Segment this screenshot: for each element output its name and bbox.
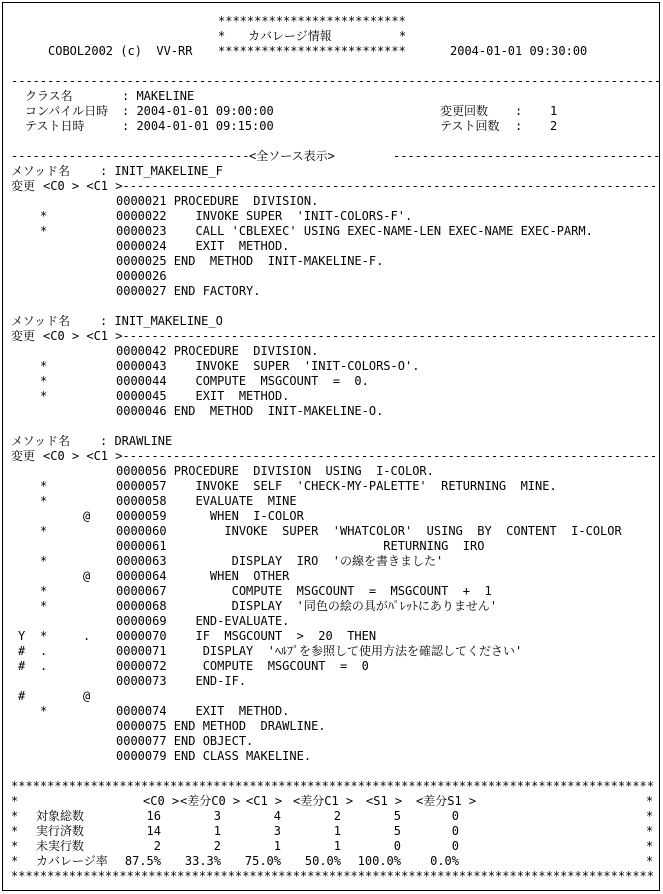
banner-stars: ************************** <box>218 44 406 58</box>
summary-border: * <box>646 824 654 838</box>
banner-info-line <box>3 44 659 59</box>
change-flag: Y <box>18 629 26 643</box>
source-view-separator <box>3 149 659 164</box>
c1-flag: @ <box>83 689 91 703</box>
c0-flag: * <box>40 374 48 388</box>
summary-column-header: <差分C1 > <box>293 794 354 808</box>
stars-rule: ***************************************************************************************** <box>11 869 654 883</box>
source-code: 0000021 PROCEDURE DIVISION. <box>116 194 319 208</box>
colon: : <box>515 119 523 133</box>
separator-line <box>3 74 662 89</box>
banner-stars: ************************** <box>218 14 406 28</box>
test-line <box>3 119 659 134</box>
change-flag-label: 変更 <box>11 329 36 343</box>
summary-value: 50.0% <box>304 854 341 868</box>
source-code: 0000026 <box>116 269 174 283</box>
source-code: 0000077 END OBJECT. <box>116 734 254 748</box>
summary-column-header: <差分S1 > <box>416 794 477 808</box>
summary-border: * <box>646 794 654 808</box>
source-code: 0000023 CALL 'CBLEXEC' USING EXEC-NAME-LEN EXEC-NAME EXEC-PARM. <box>116 224 593 238</box>
code-line <box>3 524 659 539</box>
code-line <box>3 584 659 599</box>
summary-value: 14 <box>146 824 161 838</box>
source-code: 0000074 EXIT METHOD. <box>116 704 290 718</box>
summary-value: 16 <box>146 809 161 823</box>
summary-value: 2 <box>213 839 221 853</box>
c0-flag: * <box>40 224 48 238</box>
summary-value: 3 <box>273 824 281 838</box>
banner-title: カバレージ情報 <box>248 29 332 43</box>
code-line <box>3 539 659 554</box>
code-line <box>3 509 659 524</box>
source-code: 0000061 RETURNING IRO <box>116 539 485 553</box>
summary-row <box>3 839 659 854</box>
banner-star-right: * <box>399 29 407 43</box>
source-code: 0000025 END METHOD INIT-MAKELINE-F. <box>116 254 384 268</box>
summary-column-header: <C0 > <box>143 794 180 808</box>
c0-flag: * <box>40 209 48 223</box>
compile-datetime-label: コンパイル日時 <box>25 104 109 118</box>
summary-value: 1 <box>333 839 341 853</box>
c1-flag: . <box>83 629 91 643</box>
colon: : <box>515 104 523 118</box>
source-view-caption: <全ソース表示> <box>249 149 335 163</box>
c0-flag: * <box>40 494 48 508</box>
source-code: 0000046 END METHOD INIT-MAKELINE-O. <box>116 404 384 418</box>
code-line <box>3 614 659 629</box>
code-line <box>3 254 659 269</box>
method-name-label: メソッド名 <box>11 434 71 448</box>
c0-flag: * <box>40 359 48 373</box>
blank-line <box>3 59 659 74</box>
summary-value: 0 <box>451 824 459 838</box>
code-line <box>3 209 659 224</box>
source-code: 0000042 PROCEDURE DIVISION. <box>116 344 319 358</box>
c0-flag: * <box>40 629 48 643</box>
summary-value: 2 <box>153 839 161 853</box>
change-header-line <box>3 449 659 464</box>
summary-value: 0.0% <box>430 854 459 868</box>
test-datetime-value: : 2004-01-01 09:15:00 <box>122 119 274 133</box>
product-version: COBOL2002 (c) VV-RR <box>48 44 193 58</box>
summary-border-line <box>3 779 659 794</box>
method-name-value: : INIT_MAKELINE_O <box>100 314 223 328</box>
change-flag: # <box>18 659 26 673</box>
summary-column-header: <C1 > <box>246 794 283 808</box>
code-line <box>3 749 659 764</box>
code-line <box>3 599 659 614</box>
code-line <box>3 629 659 644</box>
code-line <box>3 284 659 299</box>
code-line <box>3 659 659 674</box>
summary-row-label: 未実行数 <box>36 839 85 853</box>
coverage-columns-header: <C0 > <C1 >-------------------------------------------------------------------------- <box>43 179 658 193</box>
summary-column-header: <S1 > <box>366 794 403 808</box>
c0-flag: * <box>40 704 48 718</box>
summary-value: 33.3% <box>184 854 221 868</box>
summary-border: * <box>646 854 654 868</box>
summary-value: 1 <box>333 824 341 838</box>
class-name-label: クラス名 <box>25 89 73 103</box>
method-name-line <box>3 434 659 449</box>
compile-datetime-value: : 2004-01-01 09:00:00 <box>122 104 274 118</box>
code-line <box>3 359 659 374</box>
c0-flag: * <box>40 599 48 613</box>
banner-top-border <box>3 14 659 29</box>
source-code: 0000070 IF MSGCOUNT > 20 THEN <box>116 629 377 643</box>
summary-value: 5 <box>393 824 401 838</box>
code-line <box>3 494 659 509</box>
source-code: 0000064 WHEN OTHER <box>116 569 290 583</box>
source-code: 0000072 COMPUTE MSGCOUNT = 0 <box>116 659 369 673</box>
summary-value: 0 <box>451 839 459 853</box>
source-code: 0000044 COMPUTE MSGCOUNT = 0. <box>116 374 369 388</box>
code-line <box>3 569 659 584</box>
summary-row <box>3 854 659 869</box>
summary-row-label: 実行済数 <box>36 824 85 838</box>
summary-value: 0 <box>451 809 459 823</box>
c0-flag: * <box>40 554 48 568</box>
summary-value: 1 <box>273 839 281 853</box>
blank-line <box>3 764 659 779</box>
code-line <box>3 704 659 719</box>
change-flag-label: 変更 <box>11 179 36 193</box>
code-line <box>3 674 659 689</box>
source-code: 0000075 END METHOD DRAWLINE. <box>116 719 326 733</box>
dashed-rule: ------------------------------------- <box>393 149 661 163</box>
source-code: 0000060 INVOKE SUPER 'WHATCOLOR' USING BY CONTENT I-COLOR <box>116 524 622 538</box>
report-body <box>3 14 662 884</box>
method-name-value: : INIT_MAKELINE_F <box>100 164 223 178</box>
summary-border: * <box>646 809 654 823</box>
summary-column-header: <差分C0 > <box>180 794 241 808</box>
class-name-value: : MAKELINE <box>122 89 195 103</box>
code-line <box>3 479 659 494</box>
source-code: 0000067 COMPUTE MSGCOUNT = MSGCOUNT + 1 <box>116 584 492 598</box>
c0-flag: . <box>40 659 48 673</box>
change-count-value: 1 <box>550 104 558 118</box>
summary-border: * <box>11 854 19 868</box>
method-name-label: メソッド名 <box>11 314 71 328</box>
summary-border: * <box>11 809 19 823</box>
code-line <box>3 269 659 284</box>
source-code: 0000057 INVOKE SELF 'CHECK-MY-PALETTE' RETURNING MINE. <box>116 479 557 493</box>
code-line <box>3 374 659 389</box>
c1-flag: @ <box>83 569 91 583</box>
summary-value: 5 <box>393 809 401 823</box>
method-name-value: : DRAWLINE <box>100 434 173 448</box>
test-datetime-label: テスト日時 <box>25 119 85 133</box>
source-code: 0000069 END-EVALUATE. <box>116 614 290 628</box>
method-name-line <box>3 314 659 329</box>
source-code: 0000068 DISPLAY '同色の絵の具がﾊﾟﾚｯﾄにありません' <box>116 599 498 613</box>
change-flag: # <box>18 689 26 703</box>
summary-value: 2 <box>333 809 341 823</box>
summary-border: * <box>11 839 19 853</box>
source-code: 0000058 EVALUATE MINE <box>116 494 297 508</box>
c0-flag: . <box>40 644 48 658</box>
coverage-report-page <box>2 2 660 891</box>
source-code: 0000079 END CLASS MAKELINE. <box>116 749 312 763</box>
method-name-label: メソッド名 <box>11 164 71 178</box>
change-flag-label: 変更 <box>11 449 36 463</box>
summary-row <box>3 809 659 824</box>
source-code: 0000071 DISPLAY 'ﾍﾙﾌﾟを参照して使用方法を確認してください' <box>116 644 523 658</box>
summary-value: 3 <box>213 809 221 823</box>
coverage-columns-header: <C0 > <C1 >-------------------------------------------------------------------------- <box>43 329 658 343</box>
dashed-rule: --------------------------------- <box>11 149 250 163</box>
source-code: 0000073 END-IF. <box>116 674 247 688</box>
stars-rule: ***************************************************************************************** <box>11 779 654 793</box>
code-line <box>3 719 659 734</box>
blank-line <box>3 419 659 434</box>
source-code: 0000063 DISPLAY IRO 'の線を書きました' <box>116 554 444 568</box>
code-line <box>3 194 659 209</box>
summary-row-label: カバレージ率 <box>36 854 108 868</box>
summary-value: 75.0% <box>244 854 281 868</box>
source-code: 0000043 INVOKE SUPER 'INIT-COLORS-O'. <box>116 359 420 373</box>
coverage-columns-header: <C0 > <C1 >-------------------------------------------------------------------------- <box>43 449 658 463</box>
code-line <box>3 644 659 659</box>
blank-line <box>3 134 659 149</box>
c0-flag: * <box>40 524 48 538</box>
print-datetime: 2004-01-01 09:30:00 <box>450 44 588 58</box>
source-code: 0000056 PROCEDURE DIVISION USING I-COLOR. <box>116 464 434 478</box>
test-count-value: 2 <box>550 119 558 133</box>
source-code: 0000024 EXIT METHOD. <box>116 239 290 253</box>
change-header-line <box>3 329 659 344</box>
code-line <box>3 404 659 419</box>
source-code: 0000022 INVOKE SUPER 'INIT-COLORS-F'. <box>116 209 413 223</box>
blank-line <box>3 299 659 314</box>
summary-value: 4 <box>273 809 281 823</box>
change-header-line <box>3 179 659 194</box>
change-count-label: 変更回数 <box>440 104 489 118</box>
summary-value: 0 <box>393 839 401 853</box>
summary-row-label: 対象総数 <box>36 809 85 823</box>
summary-border-line <box>3 869 659 884</box>
code-line <box>3 224 659 239</box>
summary-value: 1 <box>213 824 221 838</box>
code-line <box>3 389 659 404</box>
summary-row <box>3 824 659 839</box>
c0-flag: * <box>40 584 48 598</box>
code-line <box>3 464 659 479</box>
summary-value: 100.0% <box>357 854 401 868</box>
summary-value: 87.5% <box>124 854 161 868</box>
source-code: 0000027 END FACTORY. <box>116 284 261 298</box>
method-name-line <box>3 164 659 179</box>
c0-flag: * <box>40 389 48 403</box>
summary-border: * <box>11 824 19 838</box>
source-code: 0000059 WHEN I-COLOR <box>116 509 304 523</box>
code-line <box>3 734 659 749</box>
source-code: 0000045 EXIT METHOD. <box>116 389 290 403</box>
code-line <box>3 554 659 569</box>
dashed-rule: ------------------------------------------------------------------------------------------ <box>11 74 662 88</box>
code-line <box>3 239 659 254</box>
change-flag: # <box>18 644 26 658</box>
code-line <box>3 689 659 704</box>
summary-border: * <box>646 839 654 853</box>
banner-star-left: * <box>218 29 226 43</box>
test-count-label: テスト回数 <box>440 119 500 133</box>
compile-line <box>3 104 659 119</box>
class-name-line <box>3 89 659 104</box>
summary-border: * <box>11 794 19 808</box>
banner-title-line <box>3 29 659 44</box>
code-line <box>3 344 659 359</box>
summary-header-row <box>3 794 659 809</box>
c1-flag: @ <box>83 509 91 523</box>
c0-flag: * <box>40 479 48 493</box>
